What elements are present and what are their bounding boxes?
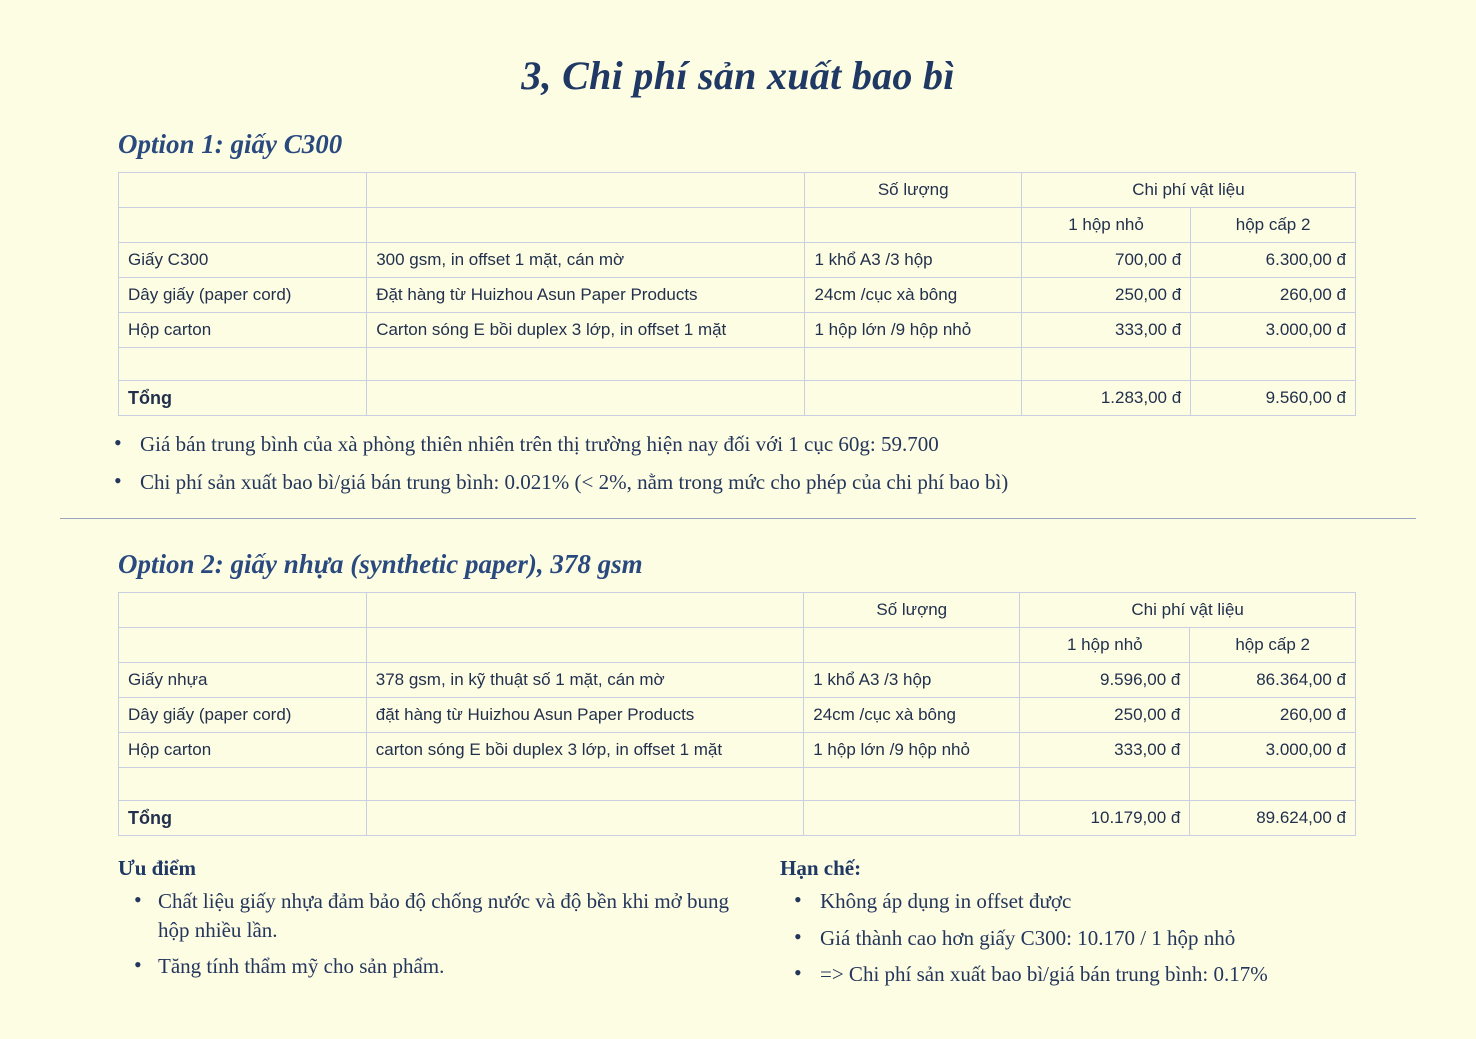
option2-cost-table bbox=[118, 592, 1356, 836]
subheader-blank-2 bbox=[366, 627, 803, 662]
total-blank-1 bbox=[366, 800, 803, 835]
total-label: Tổng bbox=[119, 381, 367, 416]
row-spec: 378 gsm, in kỹ thuật số 1 mặt, cán mờ bbox=[366, 662, 803, 697]
table-spacer-row bbox=[119, 767, 1356, 800]
table-subheader-row bbox=[119, 208, 1356, 243]
row-quantity: 1 khổ A3 /3 hộp bbox=[804, 662, 1020, 697]
row-cost-level2: 6.300,00 đ bbox=[1191, 243, 1356, 278]
spacer-cell bbox=[1191, 348, 1356, 381]
header-quantity: Số lượng bbox=[804, 592, 1020, 627]
row-cost-small: 9.596,00 đ bbox=[1020, 662, 1190, 697]
subheader-blank-1 bbox=[119, 208, 367, 243]
option1-cost-table bbox=[118, 172, 1356, 416]
spacer-cell bbox=[1020, 767, 1190, 800]
total-blank-2 bbox=[805, 381, 1021, 416]
pros-cons-section bbox=[0, 856, 1476, 996]
spacer-cell bbox=[1021, 348, 1190, 381]
header-blank-2 bbox=[366, 592, 803, 627]
row-name: Dây giấy (paper cord) bbox=[119, 278, 367, 313]
cons-list bbox=[758, 887, 1398, 988]
spacer-cell bbox=[119, 767, 367, 800]
row-spec: đặt hàng từ Huizhou Asun Paper Products bbox=[366, 697, 803, 732]
table-total-row bbox=[119, 381, 1356, 416]
row-cost-small: 700,00 đ bbox=[1021, 243, 1190, 278]
header-blank-1 bbox=[119, 173, 367, 208]
option1-heading: Option 1: giấy C300 bbox=[118, 129, 343, 159]
row-name: Dây giấy (paper cord) bbox=[119, 697, 367, 732]
table-subheader-row bbox=[119, 627, 1356, 662]
row-cost-small: 333,00 đ bbox=[1021, 313, 1190, 348]
row-spec: Carton sóng E bồi duplex 3 lớp, in offset 1 mặt bbox=[367, 313, 805, 348]
pros-list bbox=[118, 887, 758, 980]
subheader-box-level2: hộp cấp 2 bbox=[1190, 627, 1356, 662]
pros-title: Ưu điểm bbox=[118, 856, 196, 881]
table-row bbox=[119, 662, 1356, 697]
total-blank-2 bbox=[804, 800, 1020, 835]
list-item: • Chất liệu giấy nhựa đảm bảo độ chống nước và độ bền khi mở bung hộp nhiều lần. bbox=[158, 887, 758, 944]
list-item: • Không áp dụng in offset được bbox=[820, 887, 1398, 915]
list-item: • => Chi phí sản xuất bao bì/giá bán trung bình: 0.17% bbox=[820, 960, 1398, 988]
header-quantity: Số lượng bbox=[805, 173, 1021, 208]
subheader-blank-3 bbox=[805, 208, 1021, 243]
row-cost-level2: 260,00 đ bbox=[1190, 697, 1356, 732]
total-level2: 89.624,00 đ bbox=[1190, 800, 1356, 835]
subheader-box-level2: hộp cấp 2 bbox=[1191, 208, 1356, 243]
subheader-blank-3 bbox=[804, 627, 1020, 662]
spacer-cell bbox=[805, 348, 1021, 381]
table-row bbox=[119, 313, 1356, 348]
table-row bbox=[119, 278, 1356, 313]
row-cost-level2: 86.364,00 đ bbox=[1190, 662, 1356, 697]
row-cost-level2: 3.000,00 đ bbox=[1190, 732, 1356, 767]
spacer-cell bbox=[119, 348, 367, 381]
option1-table-wrap bbox=[118, 172, 1356, 416]
row-cost-small: 333,00 đ bbox=[1020, 732, 1190, 767]
row-quantity: 24cm /cục xà bông bbox=[804, 697, 1020, 732]
option2-table-wrap bbox=[118, 592, 1356, 836]
table-row bbox=[119, 697, 1356, 732]
total-blank-1 bbox=[367, 381, 805, 416]
spacer-cell bbox=[367, 348, 805, 381]
spacer-cell bbox=[804, 767, 1020, 800]
total-label: Tổng bbox=[119, 800, 367, 835]
cons-title: Hạn chế: bbox=[780, 856, 862, 881]
row-spec: 300 gsm, in offset 1 mặt, cán mờ bbox=[367, 243, 805, 278]
total-small: 1.283,00 đ bbox=[1021, 381, 1190, 416]
row-name: Giấy nhựa bbox=[119, 662, 367, 697]
pros-column bbox=[118, 856, 758, 996]
header-cost: Chi phí vật liệu bbox=[1020, 592, 1356, 627]
header-blank-1 bbox=[119, 592, 367, 627]
total-level2: 9.560,00 đ bbox=[1191, 381, 1356, 416]
cons-column bbox=[758, 856, 1398, 996]
header-blank-2 bbox=[367, 173, 805, 208]
list-item: • Tăng tính thẩm mỹ cho sản phẩm. bbox=[158, 952, 758, 980]
row-cost-small: 250,00 đ bbox=[1021, 278, 1190, 313]
subheader-small-box: 1 hộp nhỏ bbox=[1021, 208, 1190, 243]
row-cost-level2: 260,00 đ bbox=[1191, 278, 1356, 313]
table-spacer-row bbox=[119, 348, 1356, 381]
row-spec: carton sóng E bồi duplex 3 lớp, in offset 1 mặt bbox=[366, 732, 803, 767]
spacer-cell bbox=[1190, 767, 1356, 800]
row-quantity: 24cm /cục xà bông bbox=[805, 278, 1021, 313]
row-quantity: 1 khổ A3 /3 hộp bbox=[805, 243, 1021, 278]
subheader-small-box: 1 hộp nhỏ bbox=[1020, 627, 1190, 662]
subheader-blank-2 bbox=[367, 208, 805, 243]
option2-heading: Option 2: giấy nhựa (synthetic paper), 378 gsm bbox=[118, 548, 643, 579]
subheader-blank-1 bbox=[119, 627, 367, 662]
note-item: • Giá bán trung bình của xà phòng thiên nhiên trên thị trường hiện nay đối với 1 cục 60g: 59.700 bbox=[140, 430, 1476, 458]
table-row bbox=[119, 732, 1356, 767]
table-row bbox=[119, 243, 1356, 278]
table-header-row bbox=[119, 173, 1356, 208]
row-quantity: 1 hộp lớn /9 hộp nhỏ bbox=[805, 313, 1021, 348]
table-header-row bbox=[119, 592, 1356, 627]
row-cost-level2: 3.000,00 đ bbox=[1191, 313, 1356, 348]
list-item: • Giá thành cao hơn giấy C300: 10.170 / 1 hộp nhỏ bbox=[820, 924, 1398, 952]
row-cost-small: 250,00 đ bbox=[1020, 697, 1190, 732]
spacer-cell bbox=[366, 767, 803, 800]
total-small: 10.179,00 đ bbox=[1020, 800, 1190, 835]
row-name: Giấy C300 bbox=[119, 243, 367, 278]
page-title: 3, Chi phí sản xuất bao bì bbox=[521, 53, 955, 98]
note-item: • Chi phí sản xuất bao bì/giá bán trung bình: 0.021% (< 2%, nằm trong mức cho phép của chi phí bao bì) bbox=[140, 468, 1476, 496]
row-name: Hộp carton bbox=[119, 732, 367, 767]
row-name: Hộp carton bbox=[119, 313, 367, 348]
option1-notes bbox=[100, 430, 1476, 496]
table-total-row bbox=[119, 800, 1356, 835]
section-divider bbox=[60, 518, 1416, 519]
row-spec: Đặt hàng từ Huizhou Asun Paper Products bbox=[367, 278, 805, 313]
header-cost: Chi phí vật liệu bbox=[1021, 173, 1355, 208]
row-quantity: 1 hộp lớn /9 hộp nhỏ bbox=[804, 732, 1020, 767]
